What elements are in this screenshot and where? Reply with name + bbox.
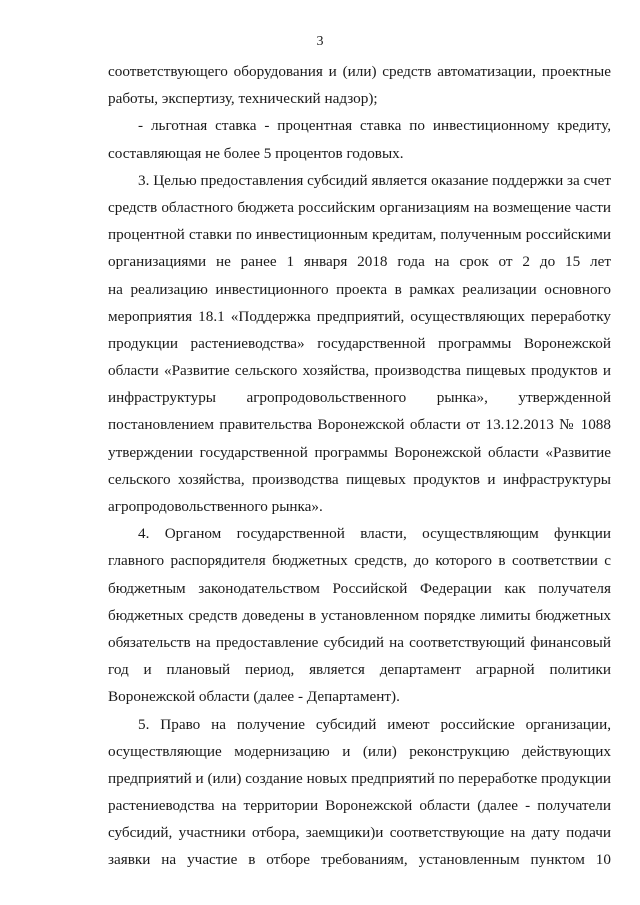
text-line: составляющая не более 5 процентов годовых. <box>108 144 404 162</box>
text-line: процентной ставки по инвестиционным кредитам, полученным российскими <box>108 226 611 244</box>
text-line: Воронежской области (далее - Департамент). <box>108 688 400 706</box>
document-body <box>108 58 611 874</box>
text-line: области «Развитие сельского хозяйства, производства пищевых продуктов и <box>108 362 611 380</box>
text-line: 4. Органом государственной власти, осуществляющим функции <box>138 525 611 543</box>
text-line: бюджетных средств доведены в установленном порядке лимиты бюджетных <box>108 606 611 624</box>
text-line: предприятий и (или) создание новых предприятий по переработке продукции <box>108 769 611 787</box>
text-line: главного распорядителя бюджетных средств, до которого в соответствии с <box>108 552 611 570</box>
page-number: 3 <box>316 34 324 49</box>
text-line: постановлением правительства Воронежской области от 13.12.2013 № 1088 <box>108 416 611 434</box>
text-line: сельского хозяйства, производства пищевых продуктов и инфраструктуры <box>108 470 611 488</box>
text-line: 5. Право на получение субсидий имеют российские организации, <box>138 715 611 733</box>
text-line: соответствующего оборудования и (или) средств автоматизации, проектные <box>108 63 611 80</box>
text-line: - льготная ставка - процентная ставка по инвестиционному кредиту, <box>138 117 611 135</box>
text-line: растениеводства на территории Воронежской области (далее - получатели <box>108 797 611 815</box>
text-line: 3. Целью предоставления субсидий является оказание поддержки за счет <box>138 171 611 189</box>
text-line: субсидий, участники отбора, заемщики)и соответствующие на дату подачи <box>108 824 611 842</box>
text-line: агропродовольственного рынка». <box>108 498 323 515</box>
text-line: год и плановый период, является департамент аграрной политики <box>108 661 611 679</box>
text-line: осуществляющие модернизацию и (или) реконструкцию действующих <box>108 742 611 760</box>
text-line: средств областного бюджета российским организациям на возмещение части <box>108 198 611 216</box>
text-line: утверждении государственной программы Воронежской области «Развитие <box>108 443 611 461</box>
text-line: инфраструктуры агропродовольственного рынка», утвержденной <box>108 389 611 407</box>
text-line: мероприятия 18.1 «Поддержка предприятий, осуществляющих переработку <box>108 307 611 325</box>
text-line: продукции растениеводства» государственной программы Воронежской <box>108 334 611 352</box>
text-line: организациями не ранее 1 января 2018 года на срок от 2 до 15 лет <box>108 253 611 271</box>
text-line: работы, экспертизу, технический надзор); <box>108 90 378 108</box>
text-line: бюджетным законодательством Российской Федерации как получателя <box>108 579 611 597</box>
text-line: на реализацию инвестиционного проекта в рамках реализации основного <box>108 280 611 298</box>
text-line: обязательств на предоставление субсидий на соответствующий финансовый <box>108 633 611 651</box>
text-line: заявки на участие в отборе требованиям, установленным пунктом 10 <box>108 851 611 869</box>
